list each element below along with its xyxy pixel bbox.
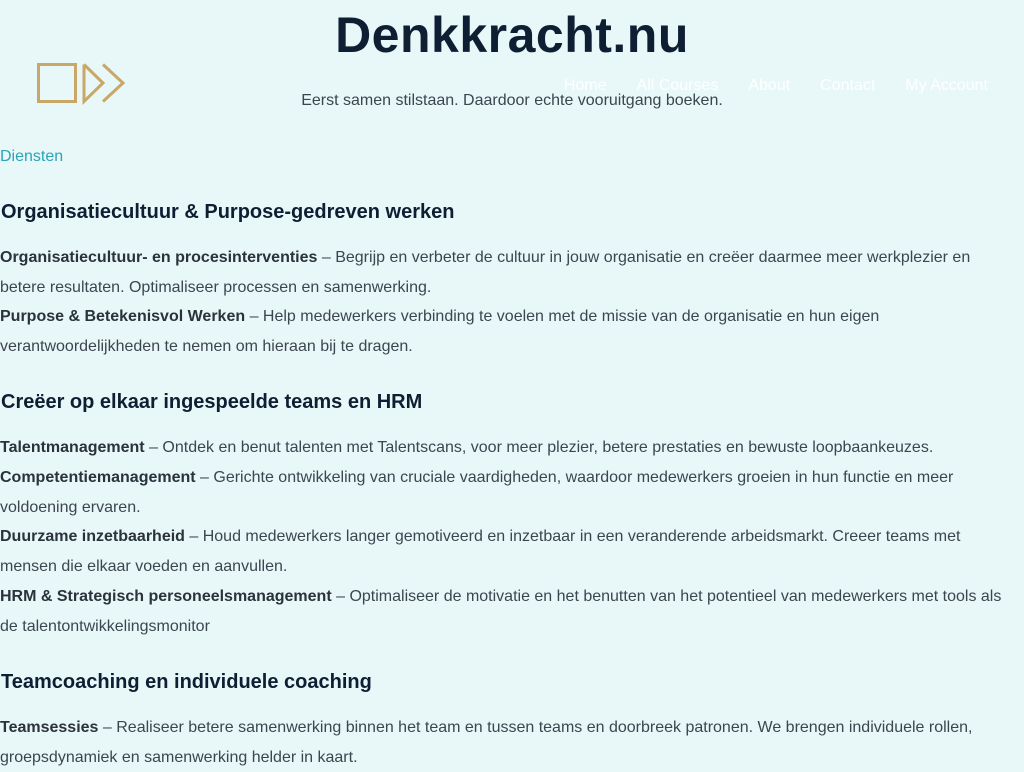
main-nav	[564, 76, 988, 96]
nav-item-all-courses[interactable]: All Courses	[636, 77, 719, 94]
service-paragraph	[0, 522, 1020, 581]
service-description: – Begrijp en verbeter de cultuur in jouw organisatie en creëer daarmee meer werkplezier en betere resultaten. Optimaliseer processen en samenwerking.	[0, 249, 971, 296]
service-paragraph	[0, 713, 1020, 772]
service-paragraph	[0, 433, 1020, 463]
service-description: – Realiseer betere samenwerking binnen het team en tussen teams en doorbreek patronen. We brengen individuele rollen, groepsdynamiek en samenwerking helder in kaart.	[0, 719, 973, 766]
nav-item-contact[interactable]: Contact	[820, 77, 876, 94]
section-heading: Creëer op elkaar ingespeelde teams en HRM	[1, 391, 423, 413]
service-description: – Houd medewerkers langer gemotiveerd en inzetbaar in een veranderende arbeidsmarkt. Creeer teams met mensen die elkaar voeden en aanvullen.	[0, 528, 961, 575]
service-description: – Ontdek en benut talenten met Talentscans, voor meer plezier, betere prestaties en bewuste loopbaankeuzes.	[144, 439, 934, 456]
site-title[interactable]: Denkkracht.nu	[335, 7, 689, 63]
section-heading: Organisatiecultuur & Purpose-gedreven werken	[1, 201, 455, 223]
service-description: – Help medewerkers verbinding te voelen met de missie van de organisatie en hun eigen verantwoordelijkheden te nemen om hieraan bij te dragen.	[0, 308, 880, 355]
nav-item-home[interactable]: Home	[563, 77, 607, 94]
service-description: – Gerichte ontwikkeling van cruciale vaardigheden, waardoor medewerkers groeien in hun functie en meer voldoening ervaren.	[0, 469, 954, 516]
service-paragraph	[0, 463, 1020, 522]
service-description: – Optimaliseer de motivatie en het benutten van het potentieel van medewerkers met tools als de talentontwikkelingsmonitor	[0, 588, 1002, 635]
nav-item-my-account[interactable]: My Account	[905, 77, 988, 94]
service-term: Teamsessies	[0, 719, 99, 736]
site-tagline: Eerst samen stilstaan. Daardoor echte vooruitgang boeken.	[301, 92, 723, 109]
site-header	[0, 0, 1024, 130]
service-paragraph	[0, 243, 1020, 302]
section-heading: Teamcoaching en individuele coaching	[1, 671, 372, 693]
nav-item-about[interactable]: About	[748, 77, 791, 94]
service-paragraph	[0, 302, 1020, 361]
service-term: Competentiemanagement	[0, 469, 196, 486]
service-term: Organisatiecultuur- en procesinterventies	[0, 249, 318, 266]
service-term: Talentmanagement	[0, 439, 145, 456]
breadcrumb-diensten[interactable]: Diensten	[0, 148, 64, 165]
service-paragraph	[0, 582, 1020, 641]
service-term: Purpose & Betekenisvol Werken	[0, 308, 246, 325]
service-term: HRM & Strategisch personeelsmanagement	[0, 588, 332, 605]
service-term: Duurzame inzetbaarheid	[0, 528, 185, 545]
